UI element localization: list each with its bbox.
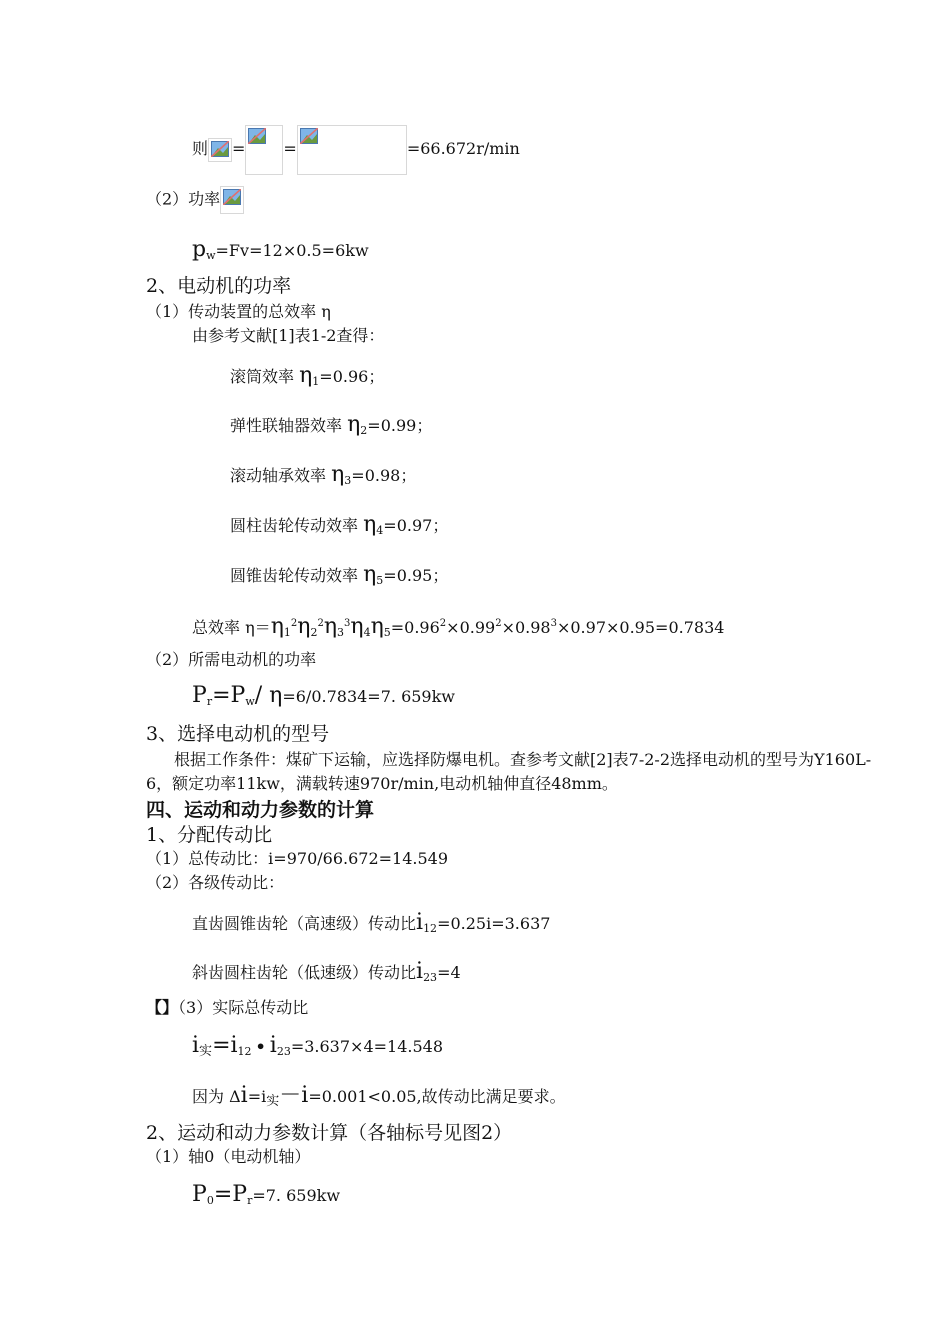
expr-power: 3 (550, 618, 557, 629)
eta-index: 2 (360, 424, 368, 437)
efficiency-value: =0.98； (351, 466, 417, 485)
eta-index: 3 (337, 626, 344, 639)
speed-prefix: 则 (192, 139, 209, 158)
check-result: =0.001<0.05,故传动比满足要求。 (308, 1087, 566, 1106)
chapter-4-title: 四、运动和动力参数的计算 (146, 799, 375, 821)
motor-selection-paragraph: 根据工作条件：煤矿下运输，应选择防爆电机。查参考文献[2]表7-2-2选择电动机的型号为Y160L-6，额定功率11kw，满载转速970r/min,电动机轴伸直径48mm。 (146, 750, 872, 793)
power-label-line (146, 186, 244, 212)
eq-sign: = (283, 139, 297, 158)
expr-part: =0.96 (390, 618, 440, 637)
speed-formula-line (192, 124, 520, 174)
eta-index: 4 (363, 626, 371, 639)
broken-image-icon (245, 125, 283, 175)
i-symbol: i (416, 959, 424, 984)
eta-index: 1 (283, 626, 291, 639)
i-index: 12 (423, 922, 438, 935)
ratio-label: 斜齿圆柱齿轮（低速级）传动比 (192, 963, 417, 982)
reference-note: 由参考文献[1]表1-2查得： (192, 326, 385, 345)
p-subscript: r (247, 1194, 253, 1207)
p-symbol: =P (212, 683, 246, 708)
p-symbol: P (192, 1182, 207, 1207)
p-subscript: r (206, 695, 213, 708)
speed-result: =66.672r/min (406, 139, 520, 158)
pr-value: =6/0.7834=7. 659kw (282, 687, 455, 706)
i-index: 12 (237, 1045, 252, 1058)
i-index: 实 (199, 1044, 213, 1059)
required-power-subheading: （2）所需电动机的功率 (146, 650, 317, 669)
eta-symbol: η (363, 512, 377, 537)
low-speed-ratio (192, 959, 461, 988)
expr-part: ×0.99 (446, 618, 496, 637)
eta-symbol: η (270, 614, 284, 639)
efficiency-value: =0.99； (367, 416, 433, 435)
i-symbol: i (192, 1033, 200, 1058)
i-index: 实 (266, 1094, 280, 1109)
eta-index: 5 (383, 626, 391, 639)
efficiency-name: 滚动轴承效率 (230, 466, 327, 485)
total-efficiency-label: 总效率 η＝ (192, 618, 271, 637)
broken-image-icon (220, 186, 244, 214)
expr-power: 2 (495, 618, 502, 629)
high-speed-ratio (192, 910, 551, 939)
i-symbol: i (240, 1083, 248, 1108)
eta-power: 3 (344, 618, 351, 629)
eta-index: 3 (344, 474, 352, 487)
total-efficiency-formula (192, 614, 724, 643)
eta-index: 5 (376, 574, 384, 587)
axis-0-heading: （1）轴0（电动机轴） (146, 1147, 311, 1166)
power-label: （2）功率 (146, 189, 221, 209)
efficiency-name: 滚筒效率 (230, 367, 295, 386)
eta-symbol: η (297, 614, 311, 639)
broken-image-icon (297, 125, 407, 175)
p-subscript: 0 (206, 1194, 214, 1207)
i-symbol: i (416, 910, 424, 935)
p0-formula (192, 1182, 341, 1211)
bracket-marker: 【】 (146, 998, 179, 1017)
ratio-value: =4 (437, 963, 461, 982)
eta-symbol: η (299, 363, 313, 388)
pw-formula (192, 237, 369, 266)
efficiency-item (230, 512, 449, 541)
efficiency-name: 圆锥齿轮传动效率 (230, 566, 359, 585)
eta-power: 2 (317, 618, 324, 629)
pr-formula (192, 683, 455, 712)
i-symbol: =i (212, 1033, 238, 1058)
i-index: 23 (276, 1045, 291, 1058)
actual-ratio-heading (146, 998, 308, 1018)
actual-ratio-label: （3）实际总传动比 (178, 998, 309, 1017)
ratio-value: =0.25i=3.637 (437, 914, 551, 933)
section-2-title: 2、电动机的功率 (146, 275, 292, 297)
dot-operator: • (255, 1037, 266, 1056)
p0-value: =7. 659kw (252, 1186, 341, 1205)
efficiency-item (230, 562, 449, 591)
eta-symbol: η (363, 562, 377, 587)
check-prefix: 因为 Δ (192, 1087, 241, 1106)
eta-symbol: η (350, 614, 364, 639)
section-3-title: 3、选择电动机的型号 (146, 723, 330, 745)
efficiency-item (230, 412, 433, 441)
eta-power: 2 (290, 618, 298, 629)
eta-index: 1 (312, 375, 320, 388)
efficiency-value: =0.95； (383, 566, 449, 585)
minus-sign: － (279, 1083, 302, 1108)
eta-symbol: η (347, 412, 361, 437)
efficiency-item (230, 462, 417, 491)
eta-symbol: η (331, 462, 345, 487)
p-symbol: =P (213, 1182, 248, 1207)
actual-ratio-value: =3.637×4=14.548 (290, 1037, 444, 1056)
motion-params-title: 2、运动和动力参数计算（各轴标号见图2） (146, 1122, 513, 1144)
efficiency-value: =0.97； (383, 516, 449, 535)
expr-power: 2 (439, 618, 447, 629)
eq-sign: = (232, 139, 246, 158)
total-ratio-line: （1）总传动比：i=970/66.672=14.549 (146, 849, 449, 868)
i-symbol: i (301, 1083, 309, 1108)
efficiency-value: =0.96； (319, 367, 385, 386)
pw-subscript: w (206, 249, 216, 262)
p-symbol: P (192, 683, 207, 708)
pw-symbol: p (192, 237, 207, 262)
efficiency-name: 圆柱齿轮传动效率 (230, 516, 359, 535)
actual-ratio-formula (192, 1033, 444, 1062)
eta-symbol: η (323, 614, 337, 639)
eta-index: 2 (310, 626, 318, 639)
efficiency-subheading: （1）传动装置的总效率 η (146, 302, 331, 321)
efficiency-name: 弹性联轴器效率 (230, 416, 343, 435)
ratio-title: 1、分配传动比 (146, 824, 273, 846)
ratio-label: 直齿圆锥齿轮（高速级）传动比 (192, 914, 417, 933)
efficiency-item (230, 363, 385, 392)
p-subscript: w (245, 695, 255, 708)
eta-index: 4 (376, 524, 384, 537)
pw-value: =Fv=12×0.5=6kw (215, 241, 369, 260)
expr-part: ×0.98 (501, 618, 551, 637)
check-eq: =i (247, 1087, 267, 1106)
i-symbol: i (269, 1033, 277, 1058)
i-index: 23 (423, 971, 438, 984)
expr-part: ×0.97×0.95=0.7834 (556, 618, 725, 637)
eta-symbol: / η (254, 683, 283, 708)
broken-image-icon (208, 138, 232, 162)
ratio-check-line (192, 1083, 566, 1112)
stage-ratio-heading: （2）各级传动比： (146, 873, 285, 892)
eta-symbol: η (370, 614, 384, 639)
